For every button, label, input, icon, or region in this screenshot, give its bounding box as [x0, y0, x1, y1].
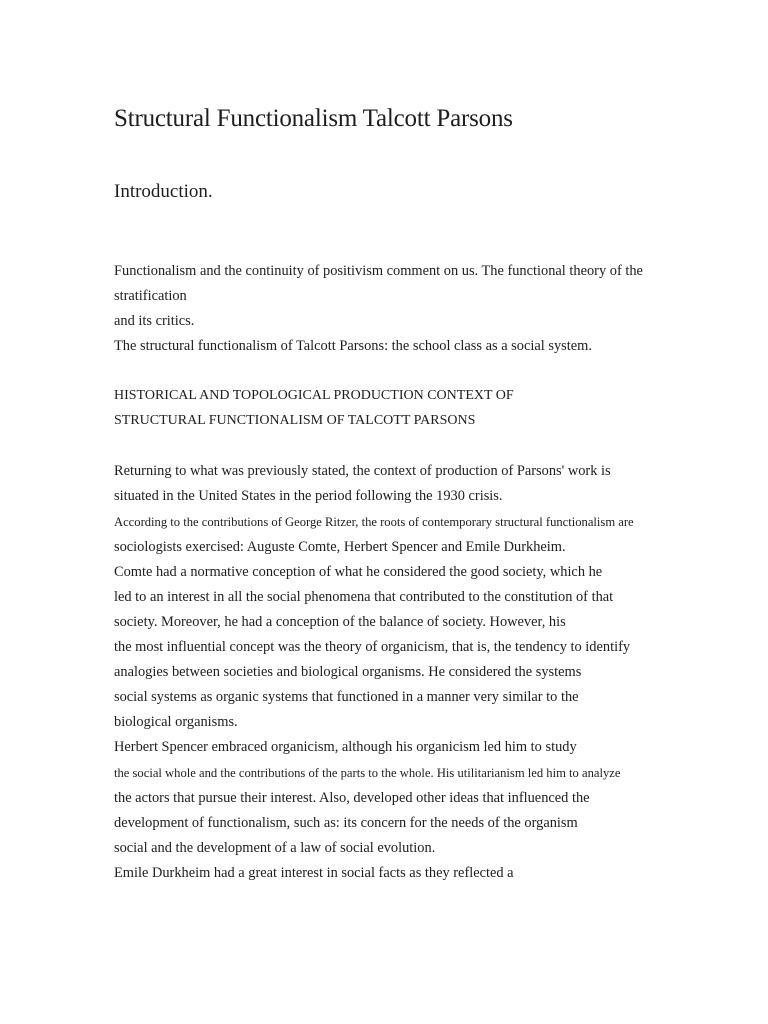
body-line: sociologists exercised: Auguste Comte, Herbert Spencer and Emile Durkheim.	[114, 539, 566, 555]
body-line: society. Moreover, he had a conception of the balance of society. However, his	[114, 614, 566, 630]
intro-line: stratification	[114, 288, 187, 304]
document-title: Structural Functionalism Talcott Parsons	[114, 105, 513, 132]
body-line: the actors that pursue their interest. Also, developed other ideas that influenced the	[114, 790, 590, 806]
body-line: According to the contributions of George Ritzer, the roots of contemporary structural functionalism are	[114, 515, 634, 529]
body-line: Herbert Spencer embraced organicism, although his organicism led him to study	[114, 739, 577, 755]
section-title-introduction: Introduction.	[114, 181, 213, 202]
body-line: biological organisms.	[114, 714, 238, 730]
section-heading-line: HISTORICAL AND TOPOLOGICAL PRODUCTION CONTEXT OF	[114, 388, 514, 403]
section-heading-line: STRUCTURAL FUNCTIONALISM OF TALCOTT PARSONS	[114, 413, 476, 428]
body-line: development of functionalism, such as: its concern for the needs of the organism	[114, 815, 578, 831]
body-line: situated in the United States in the period following the 1930 crisis.	[114, 488, 503, 504]
body-line: led to an interest in all the social phenomena that contributed to the constitution of that	[114, 589, 614, 605]
body-line: social and the development of a law of social evolution.	[114, 840, 436, 856]
body-line: Emile Durkheim had a great interest in social facts as they reflected a	[114, 865, 514, 881]
body-line: the social whole and the contributions of the parts to the whole. His utilitarianism led him to analyze	[114, 766, 621, 780]
intro-line: The structural functionalism of Talcott Parsons: the school class as a social system.	[114, 338, 592, 354]
body-line: Comte had a normative conception of what he considered the good society, which he	[114, 564, 603, 580]
body-line: analogies between societies and biological organisms. He considered the systems	[114, 664, 582, 680]
body-line: Returning to what was previously stated, the context of production of Parsons' work is	[114, 463, 611, 479]
intro-line: and its critics.	[114, 313, 195, 329]
body-line: the most influential concept was the theory of organicism, that is, the tendency to identify	[114, 639, 631, 655]
intro-line: Functionalism and the continuity of positivism comment on us. The functional theory of the	[114, 263, 643, 279]
body-line: social systems as organic systems that functioned in a manner very similar to the	[114, 689, 579, 705]
